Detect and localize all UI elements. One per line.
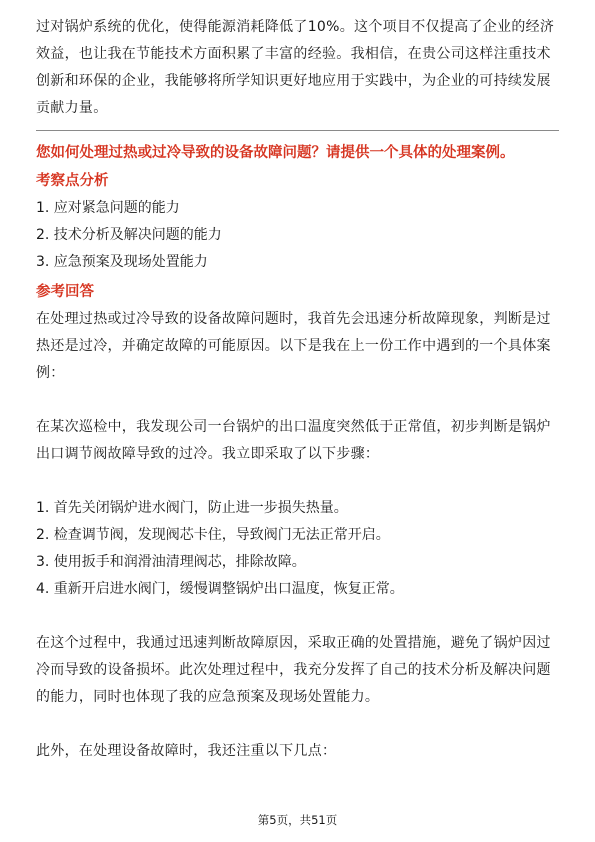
intro-paragraph: 过对锅炉系统的优化，使得能源消耗降低了10%。这个项目不仅提高了企业的经济效益，也让我在节能技术方面积累了丰富的经验。我相信，在贵公司这样注重技术创新和环保的企业，我能够将所学知识更好地应用于实践中，为企业的可持续发展贡献力量。 xyxy=(36,19,555,116)
answer-heading: 参考回答 xyxy=(36,284,94,300)
page-content xyxy=(36,14,559,765)
answer-paragraph-4: 此外，在处理设备故障时，我还注重以下几点： xyxy=(36,743,337,759)
section-divider xyxy=(36,130,559,131)
list-item: 2. 检查调节阀，发现阀芯卡住，导致阀门无法正常开启。 xyxy=(36,527,390,543)
analysis-list xyxy=(36,195,559,276)
page-number: 第5页，共51页 xyxy=(257,813,338,827)
list-item: 1. 首先关闭锅炉进水阀门，防止进一步损失热量。 xyxy=(36,500,348,516)
list-item: 3. 应急预案及现场处置能力 xyxy=(36,254,208,270)
analysis-heading: 考察点分析 xyxy=(36,173,109,189)
answer-paragraph-2: 在某次巡检中，我发现公司一台锅炉的出口温度突然低于正常值，初步判断是锅炉出口调节阀故障导致的过冷。我立即采取了以下步骤： xyxy=(36,419,551,462)
list-item: 2. 技术分析及解决问题的能力 xyxy=(36,227,222,243)
question-title: 您如何处理过热或过冷导致的设备故障问题？请提供一个具体的处理案例。 xyxy=(36,145,515,161)
list-item: 3. 使用扳手和润滑油清理阀芯，排除故障。 xyxy=(36,554,306,570)
answer-paragraph-1: 在处理过热或过冷导致的设备故障问题时，我首先会迅速分析故障现象，判断是过热还是过冷，并确定故障的可能原因。以下是我在上一份工作中遇到的一个具体案例： xyxy=(36,311,551,381)
list-item: 4. 重新开启进水阀门，缓慢调整锅炉出口温度，恢复正常。 xyxy=(36,581,404,597)
answer-paragraph-3: 在这个过程中，我通过迅速判断故障原因，采取正确的处置措施，避免了锅炉因过冷而导致的设备损坏。此次处理过程中，我充分发挥了自己的技术分析及解决问题的能力，同时也体现了我的应急预案及现场处置能力。 xyxy=(36,635,551,705)
list-item: 1. 应对紧急问题的能力 xyxy=(36,200,180,216)
steps-list xyxy=(36,495,559,603)
